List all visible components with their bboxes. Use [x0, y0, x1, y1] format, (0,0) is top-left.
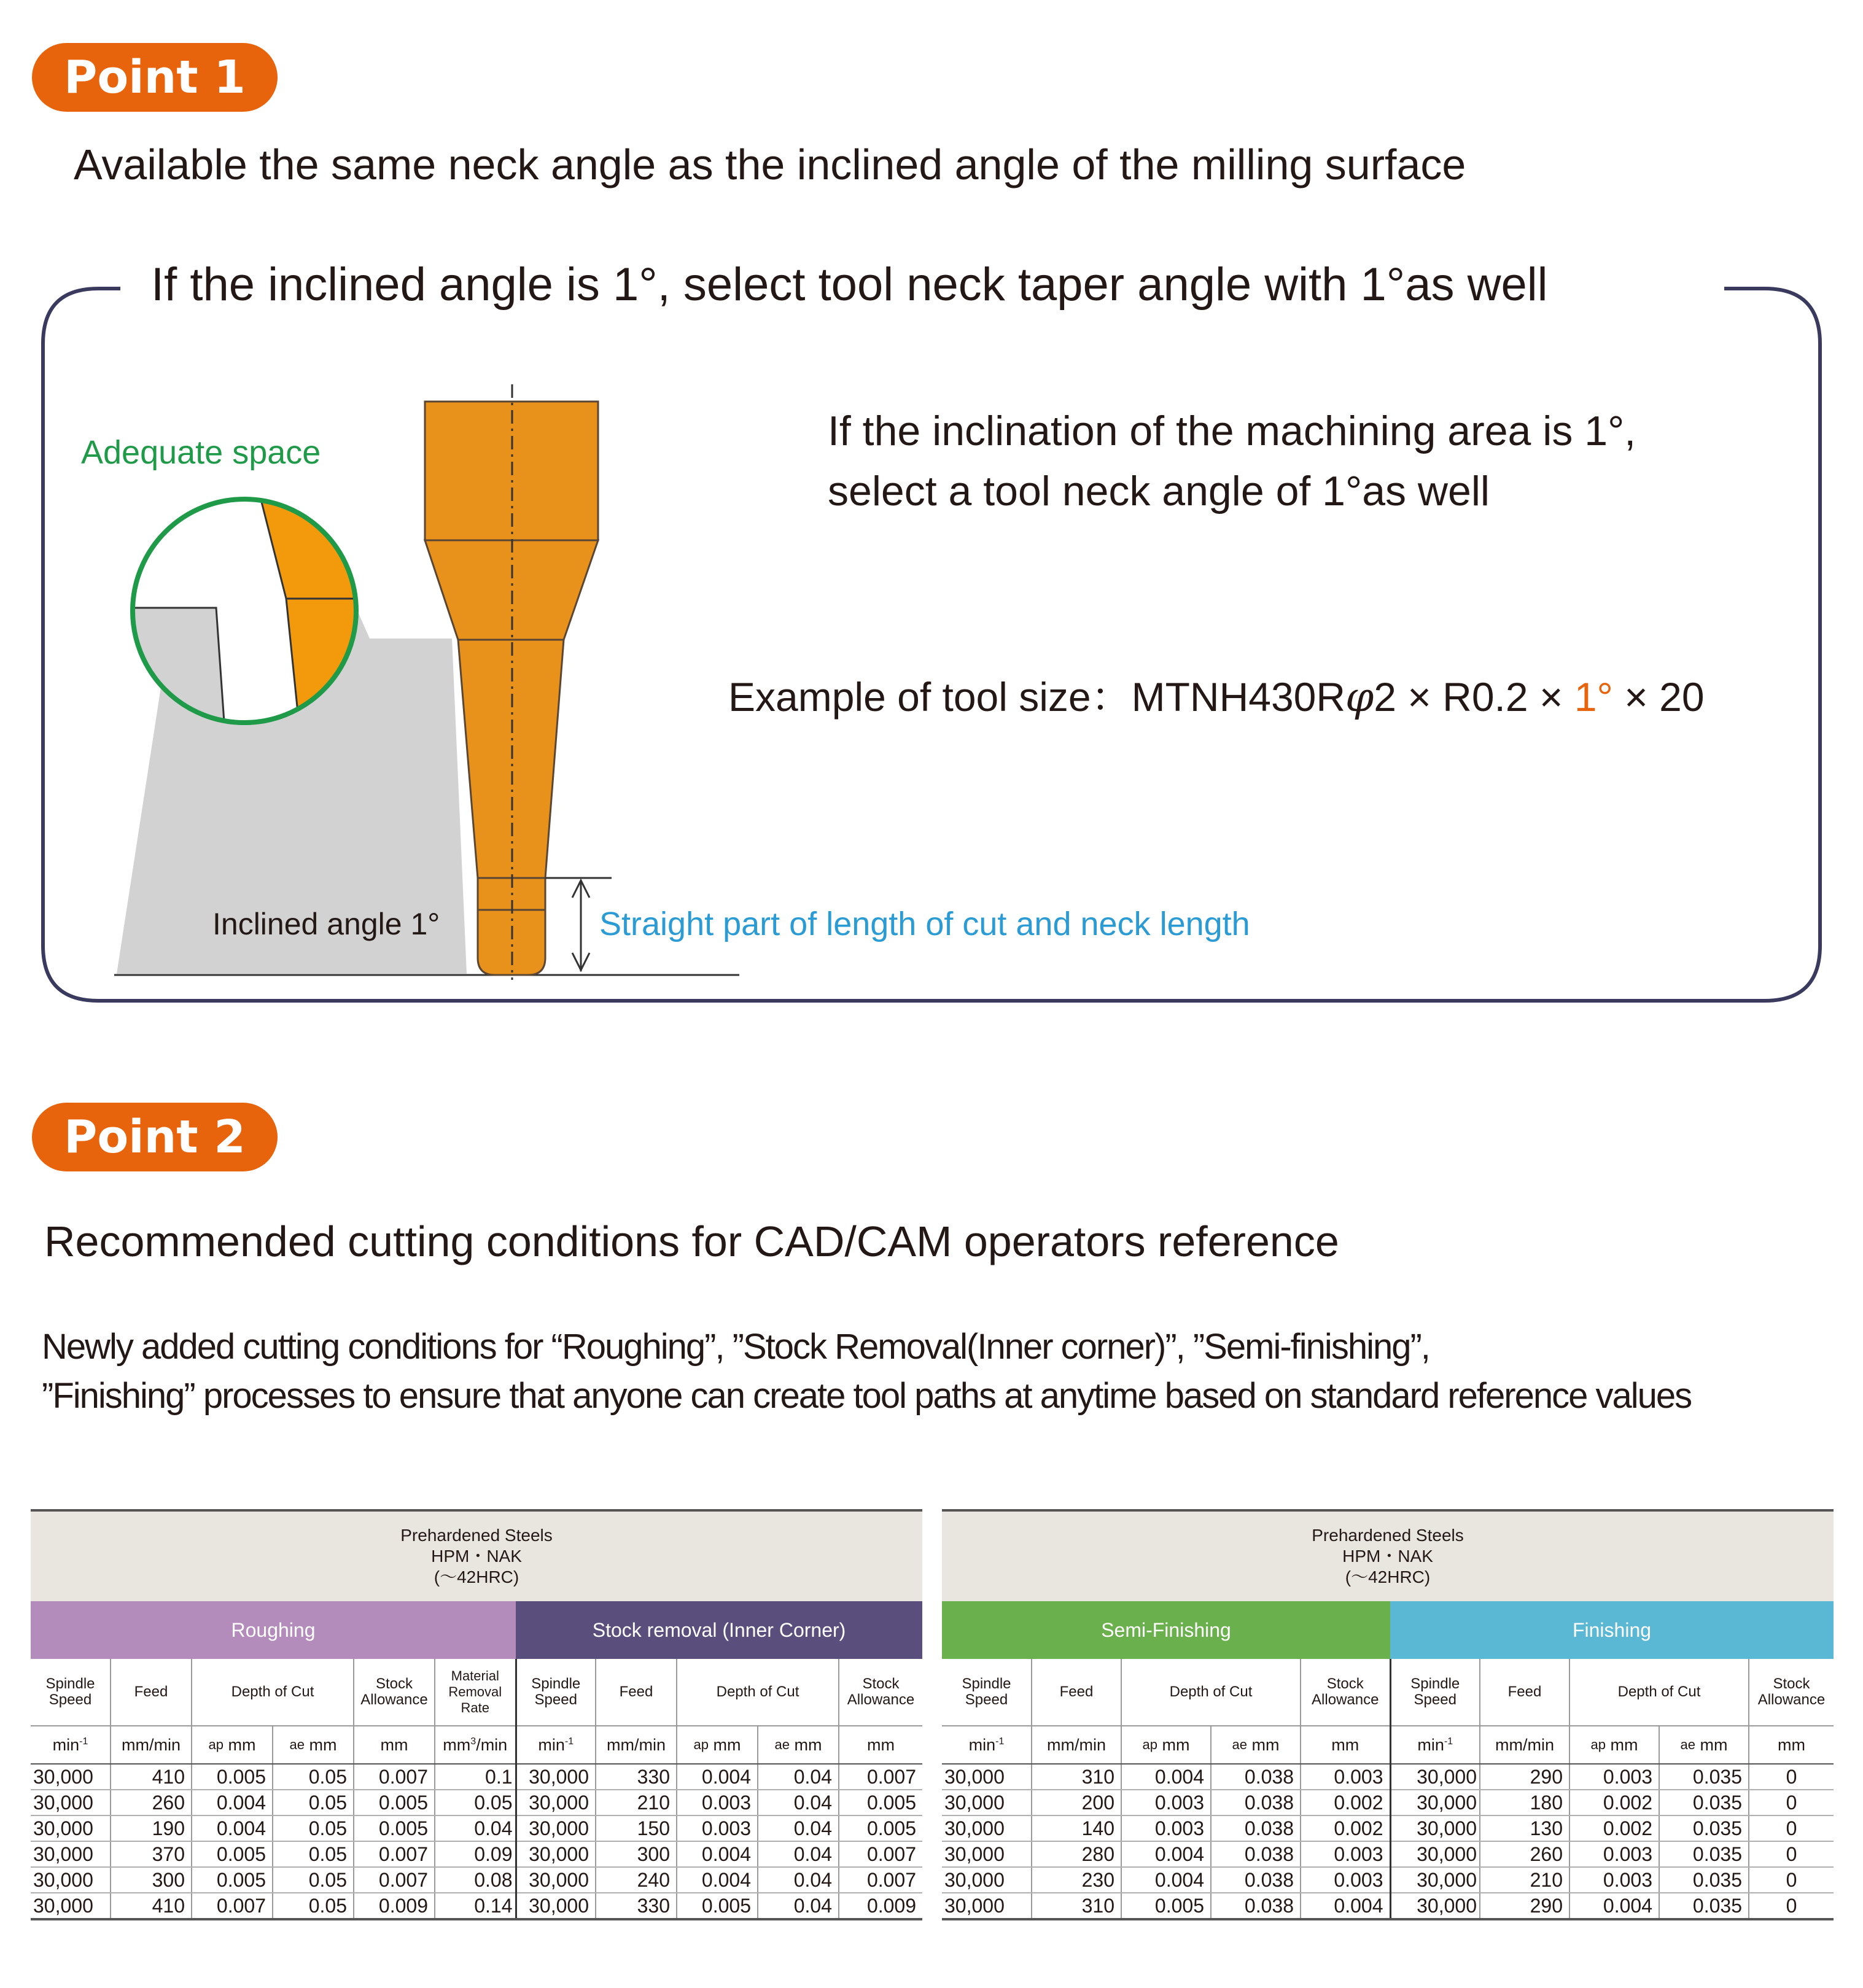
table-row — [31, 1790, 922, 1815]
table-row — [942, 1867, 1834, 1893]
unit-rpm: $\min^{-1}$ — [942, 1726, 1032, 1764]
table-cell: 0.035 — [1659, 1841, 1749, 1867]
table-cell: 0.003 — [677, 1815, 758, 1841]
table-cell: 0.003 — [1301, 1841, 1390, 1867]
table-cell: 310 — [1032, 1764, 1121, 1790]
point2-badge: Point 2 — [32, 1103, 278, 1171]
table-cell: 0.038 — [1211, 1841, 1301, 1867]
process-roughing: Roughing — [31, 1601, 516, 1659]
material-grade: HPM・NAK — [431, 1547, 522, 1566]
example-prefix: Example of tool size：MTNH430R — [728, 674, 1346, 720]
table-row — [31, 1867, 922, 1893]
unit-feed: mm/min — [596, 1726, 677, 1764]
table-cell: 0.05 — [273, 1815, 354, 1841]
table-cell: 0.1 — [435, 1764, 516, 1790]
table-row — [31, 1841, 922, 1867]
table-cell: 0.05 — [273, 1841, 354, 1867]
header-feed: Feed — [1480, 1659, 1569, 1726]
table-cell: 200 — [1032, 1790, 1121, 1815]
material-name: Prehardened Steels — [400, 1526, 553, 1545]
unit-feed: mm/min — [1480, 1726, 1569, 1764]
table-cell: 0.004 — [192, 1790, 273, 1815]
point2-heading: Recommended cutting conditions for CAD/CAM operators reference — [44, 1217, 1339, 1265]
table-cell: 30,000 — [516, 1841, 596, 1867]
table-cell: 0.005 — [192, 1764, 273, 1790]
table-cell: 290 — [1480, 1764, 1569, 1790]
unit-feed: mm/min — [111, 1726, 192, 1764]
inclined-angle-label: Inclined angle 1° — [212, 907, 440, 941]
tool-size-example — [728, 664, 1705, 723]
table-cell: 0.002 — [1569, 1790, 1659, 1815]
table-cell: 0.004 — [677, 1764, 758, 1790]
table-cell: 30,000 — [31, 1790, 111, 1815]
left-table-body — [31, 1764, 922, 1919]
example-suffix: × 20 — [1612, 674, 1705, 720]
header-depth-of-cut: Depth of Cut — [1569, 1659, 1749, 1726]
table-cell: 330 — [596, 1764, 677, 1790]
table-cell: 370 — [111, 1841, 192, 1867]
unit-ae: ae mm — [1659, 1726, 1749, 1764]
table-cell: 0.004 — [1301, 1893, 1390, 1919]
table-cell: 0.005 — [677, 1893, 758, 1919]
unit-feed: mm/min — [1032, 1726, 1121, 1764]
material-grade: HPM・NAK — [1342, 1547, 1433, 1566]
table-cell: 210 — [596, 1790, 677, 1815]
table-cell: 0.038 — [1211, 1867, 1301, 1893]
header-material-removal-rate: Material Removal Rate — [435, 1659, 516, 1726]
table-cell: 0.05 — [273, 1867, 354, 1893]
table-row — [942, 1764, 1834, 1790]
table-cell: 0.04 — [758, 1841, 839, 1867]
table-row — [942, 1841, 1834, 1867]
table-cell: 0.005 — [1121, 1893, 1211, 1919]
table-cell: 0.005 — [839, 1815, 922, 1841]
table-cell: 0.05 — [435, 1790, 516, 1815]
table-cell: 0.038 — [1211, 1764, 1301, 1790]
inclination-line1: If the inclination of the machining area is 1°, — [828, 408, 1636, 454]
table-cell: 0.05 — [273, 1764, 354, 1790]
table-cell: 0 — [1749, 1790, 1834, 1815]
table-cell: 0.007 — [354, 1867, 435, 1893]
table-row — [942, 1815, 1834, 1841]
point1-heading: Available the same neck angle as the inclined angle of the milling surface — [74, 141, 1466, 188]
table-row — [942, 1790, 1834, 1815]
table-cell: 30,000 — [1390, 1867, 1480, 1893]
table-cell: 30,000 — [31, 1893, 111, 1919]
table-cell: 0.007 — [354, 1764, 435, 1790]
frame-title: If the inclined angle is 1°, select tool neck taper angle with 1°as well — [151, 258, 1548, 311]
table-cell: 0.005 — [192, 1867, 273, 1893]
table-cell: 0.007 — [839, 1867, 922, 1893]
table-cell: 30,000 — [516, 1815, 596, 1841]
table-cell: 0.004 — [1569, 1893, 1659, 1919]
unit-ap: ap mm — [192, 1726, 273, 1764]
table-cell: 0.04 — [758, 1867, 839, 1893]
unit-ae: ae mm — [1211, 1726, 1301, 1764]
header-feed: Feed — [111, 1659, 192, 1726]
table-cell: 0.007 — [354, 1841, 435, 1867]
example-angle: 1° — [1574, 674, 1613, 720]
table-cell: 280 — [1032, 1841, 1121, 1867]
table-cell: 30,000 — [1390, 1790, 1480, 1815]
table-cell: 0.002 — [1569, 1815, 1659, 1841]
unit-ap: ap mm — [677, 1726, 758, 1764]
table-cell: 230 — [1032, 1867, 1121, 1893]
table-cell: 0.04 — [758, 1893, 839, 1919]
process-stock-removal: Stock removal (Inner Corner) — [516, 1601, 922, 1659]
table-cell: 0.038 — [1211, 1790, 1301, 1815]
table-row — [31, 1815, 922, 1841]
table-cell: 30,000 — [942, 1790, 1032, 1815]
table-cell: 0.002 — [1301, 1790, 1390, 1815]
inclination-line2: select a tool neck angle of 1°as well — [828, 468, 1490, 514]
phi-symbol: φ — [1345, 674, 1374, 721]
table-cell: 0.003 — [1121, 1790, 1211, 1815]
table-cell: 410 — [111, 1893, 192, 1919]
table-cell: 0.035 — [1659, 1815, 1749, 1841]
header-depth-of-cut: Depth of Cut — [1121, 1659, 1301, 1726]
table-cell: 0.004 — [192, 1815, 273, 1841]
table-cell: 0 — [1749, 1815, 1834, 1841]
table-cell: 0.007 — [839, 1841, 922, 1867]
table-cell: 0.05 — [273, 1893, 354, 1919]
header-stock-allowance: Stock Allowance — [839, 1659, 922, 1726]
table-cell: 150 — [596, 1815, 677, 1841]
table-cell: 30,000 — [31, 1867, 111, 1893]
table-cell: 0.003 — [1569, 1867, 1659, 1893]
unit-ae: ae mm — [273, 1726, 354, 1764]
unit-mrr: $mm^3/\min$ — [435, 1726, 516, 1764]
header-spindle-speed: Spindle Speed — [31, 1659, 111, 1726]
example-mid: 2 × R0.2 × — [1374, 674, 1574, 720]
unit-mm: mm — [839, 1726, 922, 1764]
header-spindle-speed: Spindle Speed — [1390, 1659, 1480, 1726]
table-cell: 190 — [111, 1815, 192, 1841]
table-cell: 0.004 — [677, 1841, 758, 1867]
table-cell: 0.003 — [1569, 1841, 1659, 1867]
unit-ap: ap mm — [1569, 1726, 1659, 1764]
unit-rpm: $\min^{-1}$ — [31, 1726, 111, 1764]
table-cell: 0.038 — [1211, 1893, 1301, 1919]
table-cell: 30,000 — [516, 1764, 596, 1790]
table-cell: 0.005 — [192, 1841, 273, 1867]
table-cell: 30,000 — [1390, 1893, 1480, 1919]
material-cell — [942, 1510, 1834, 1601]
table-cell: 260 — [111, 1790, 192, 1815]
header-stock-allowance: Stock Allowance — [354, 1659, 435, 1726]
material-name: Prehardened Steels — [1312, 1526, 1464, 1545]
table-cell: 30,000 — [31, 1815, 111, 1841]
table-cell: 30,000 — [1390, 1764, 1480, 1790]
table-cell: 0.035 — [1659, 1790, 1749, 1815]
table-cell: 0.005 — [839, 1790, 922, 1815]
table-roughing-stock-removal — [31, 1509, 922, 1920]
table-cell: 0.004 — [1121, 1867, 1211, 1893]
right-table-body — [942, 1764, 1834, 1919]
header-stock-allowance: Stock Allowance — [1301, 1659, 1390, 1726]
table-cell: 0.003 — [1569, 1764, 1659, 1790]
table-cell: 0.004 — [1121, 1764, 1211, 1790]
table-cell: 0.04 — [758, 1790, 839, 1815]
table-cell: 290 — [1480, 1893, 1569, 1919]
table-cell: 260 — [1480, 1841, 1569, 1867]
table-cell: 240 — [596, 1867, 677, 1893]
process-finishing: Finishing — [1390, 1601, 1834, 1659]
table-row — [31, 1893, 922, 1919]
table-cell: 0.009 — [839, 1893, 922, 1919]
table-cell: 30,000 — [942, 1815, 1032, 1841]
header-spindle-speed: Spindle Speed — [516, 1659, 596, 1726]
unit-mm: mm — [354, 1726, 435, 1764]
table-cell: 300 — [111, 1867, 192, 1893]
unit-mm: mm — [1301, 1726, 1390, 1764]
table-cell: 0.004 — [1121, 1841, 1211, 1867]
unit-mm: mm — [1749, 1726, 1834, 1764]
table-cell: 0.04 — [435, 1815, 516, 1841]
table-cell: 0.004 — [677, 1867, 758, 1893]
table-semi-finishing-finishing — [942, 1509, 1834, 1920]
table-cell: 30,000 — [942, 1841, 1032, 1867]
straight-part-label: Straight part of length of cut and neck length — [599, 906, 1250, 942]
table-cell: 0.003 — [1301, 1867, 1390, 1893]
table-cell: 0.038 — [1211, 1815, 1301, 1841]
unit-rpm: $\min^{-1}$ — [1390, 1726, 1480, 1764]
table-cell: 0 — [1749, 1867, 1834, 1893]
table-cell: 330 — [596, 1893, 677, 1919]
table-cell: 0.003 — [677, 1790, 758, 1815]
table-cell: 0.003 — [1301, 1764, 1390, 1790]
table-cell: 210 — [1480, 1867, 1569, 1893]
table-cell: 30,000 — [1390, 1841, 1480, 1867]
table-cell: 30,000 — [942, 1893, 1032, 1919]
material-cell — [31, 1510, 922, 1601]
header-stock-allowance: Stock Allowance — [1749, 1659, 1834, 1726]
header-depth-of-cut: Depth of Cut — [192, 1659, 354, 1726]
unit-ap: ap mm — [1121, 1726, 1211, 1764]
table-cell: 30,000 — [516, 1893, 596, 1919]
table-cell: 30,000 — [942, 1764, 1032, 1790]
table-cell: 0.007 — [192, 1893, 273, 1919]
table-cell: 410 — [111, 1764, 192, 1790]
table-cell: 0.035 — [1659, 1893, 1749, 1919]
adequate-space-label: Adequate space — [81, 434, 321, 471]
material-hardness: (～42HRC) — [434, 1567, 519, 1586]
table-cell: 0 — [1749, 1841, 1834, 1867]
table-cell: 30,000 — [1390, 1815, 1480, 1841]
table-cell: 140 — [1032, 1815, 1121, 1841]
table-cell: 30,000 — [31, 1841, 111, 1867]
header-feed: Feed — [1032, 1659, 1121, 1726]
table-cell: 30,000 — [516, 1867, 596, 1893]
table-cell: 0.007 — [839, 1764, 922, 1790]
table-cell: 30,000 — [31, 1764, 111, 1790]
table-row — [31, 1764, 922, 1790]
point1-badge: Point 1 — [32, 43, 278, 112]
table-cell: 0 — [1749, 1764, 1834, 1790]
table-cell: 0.05 — [273, 1790, 354, 1815]
unit-ae: ae mm — [758, 1726, 839, 1764]
table-cell: 0.08 — [435, 1867, 516, 1893]
table-cell: 0.14 — [435, 1893, 516, 1919]
table-cell: 0.002 — [1301, 1815, 1390, 1841]
table-cell: 180 — [1480, 1790, 1569, 1815]
table-cell: 0.035 — [1659, 1764, 1749, 1790]
header-depth-of-cut: Depth of Cut — [677, 1659, 839, 1726]
table-cell: 0.005 — [354, 1790, 435, 1815]
table-cell: 30,000 — [516, 1790, 596, 1815]
header-spindle-speed: Spindle Speed — [942, 1659, 1032, 1726]
table-cell: 130 — [1480, 1815, 1569, 1841]
header-feed: Feed — [596, 1659, 677, 1726]
table-cell: 310 — [1032, 1893, 1121, 1919]
table-cell: 0.04 — [758, 1764, 839, 1790]
unit-rpm: $\min^{-1}$ — [516, 1726, 596, 1764]
table-cell: 30,000 — [942, 1867, 1032, 1893]
table-cell: 300 — [596, 1841, 677, 1867]
table-cell: 0.005 — [354, 1815, 435, 1841]
table-cell: 0.035 — [1659, 1867, 1749, 1893]
point2-desc-line1: Newly added cutting conditions for “Roughing”, ”Stock Removal(Inner corner)”, ”Semi-finishing”, — [42, 1327, 1429, 1367]
table-cell: 0.09 — [435, 1841, 516, 1867]
process-semi-finishing: Semi-Finishing — [942, 1601, 1390, 1659]
table-cell: 0.04 — [758, 1815, 839, 1841]
table-cell: 0.009 — [354, 1893, 435, 1919]
table-cell: 0 — [1749, 1893, 1834, 1919]
material-hardness: (～42HRC) — [1345, 1567, 1431, 1586]
table-cell: 0.003 — [1121, 1815, 1211, 1841]
point2-desc-line2: ”Finishing” processes to ensure that anyone can create tool paths at anytime based on standard reference values — [42, 1376, 1692, 1416]
table-row — [942, 1893, 1834, 1919]
